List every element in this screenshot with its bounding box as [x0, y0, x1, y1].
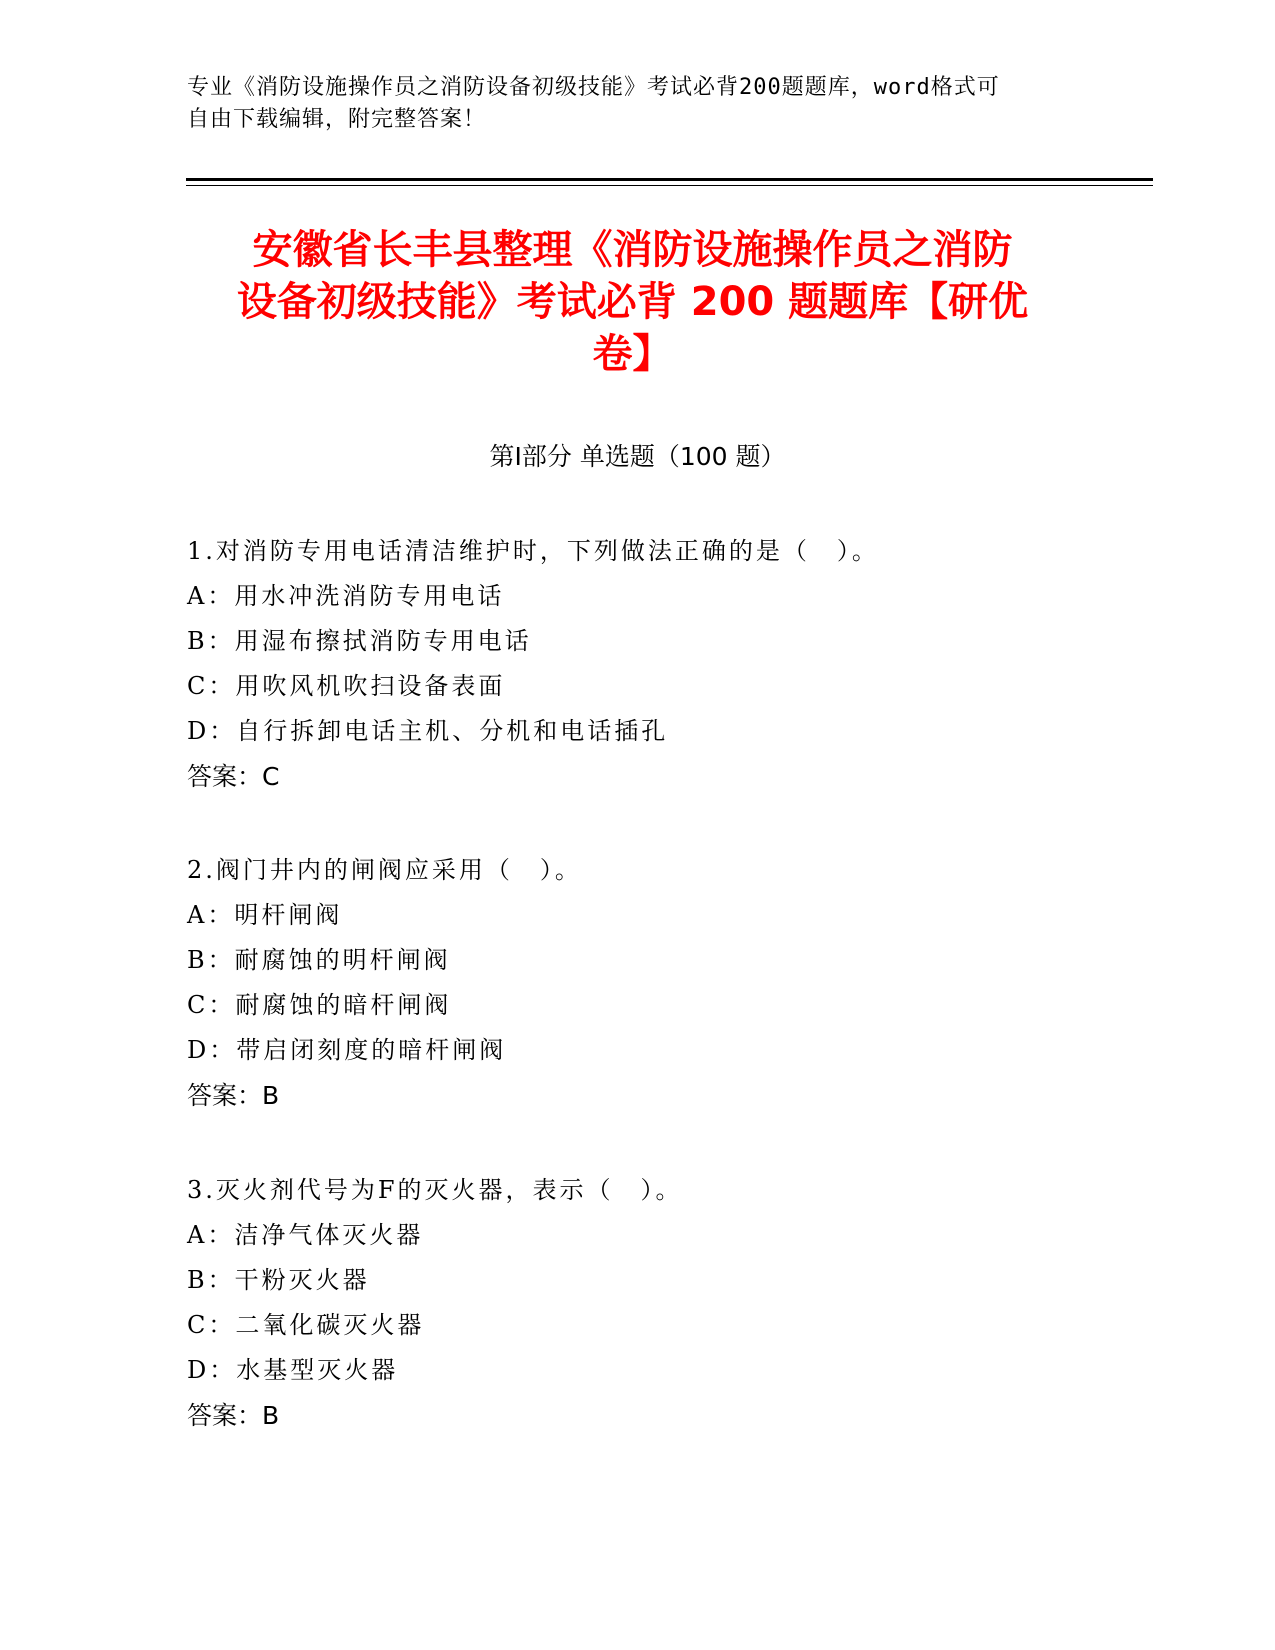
section-heading: 第Ⅰ部分 单选题（100 题） — [489, 442, 786, 471]
title-line-3: 卷】 — [592, 331, 673, 377]
option-c: C：二氧化碳灭火器 — [187, 1311, 425, 1339]
header-divider-thin — [186, 185, 1153, 186]
option-a: A：明杆闸阀 — [187, 901, 343, 929]
answer: 答案：B — [187, 1401, 280, 1430]
option-d: D：带启闭刻度的暗杆闸阀 — [187, 1036, 507, 1064]
document-intro — [187, 72, 1087, 136]
option-a: A：洁净气体灭火器 — [187, 1221, 424, 1249]
option-c: C：耐腐蚀的暗杆闸阀 — [187, 991, 452, 1019]
question-stem: 1.对消防专用电话清洁维护时，下列做法正确的是（ ）。 — [187, 537, 879, 565]
question-3 — [187, 1168, 1147, 1438]
question-2 — [187, 848, 1147, 1118]
option-d: D：水基型灭火器 — [187, 1356, 399, 1384]
option-a: A：用水冲洗消防专用电话 — [187, 582, 505, 610]
intro-line-2: 自由下载编辑，附完整答案！ — [187, 107, 487, 132]
question-stem: 3.灭火剂代号为F的灭火器，表示（ ）。 — [187, 1176, 683, 1204]
answer: 答案：B — [187, 1081, 280, 1110]
question-stem: 2.阀门井内的闸阀应采用（ ）。 — [187, 856, 582, 884]
title-line-1: 安徽省长丰县整理《消防设施操作员之消防 — [252, 227, 1013, 273]
option-c: C：用吹风机吹扫设备表面 — [187, 672, 506, 700]
header-divider-thick — [186, 178, 1153, 181]
title-line-2: 设备初级技能》考试必背 200 题题库【研优 — [236, 279, 1029, 325]
option-b: B：用湿布擦拭消防专用电话 — [187, 627, 532, 655]
option-b: B：耐腐蚀的明杆闸阀 — [187, 946, 451, 974]
document-title — [160, 224, 1105, 380]
answer: 答案：C — [187, 762, 280, 791]
option-d: D：自行拆卸电话主机、分机和电话插孔 — [187, 717, 669, 745]
question-1 — [187, 529, 1147, 799]
intro-line-1: 专业《消防设施操作员之消防设备初级技能》考试必背200题题库，word格式可 — [187, 75, 1000, 100]
option-b: B：干粉灭火器 — [187, 1266, 370, 1294]
